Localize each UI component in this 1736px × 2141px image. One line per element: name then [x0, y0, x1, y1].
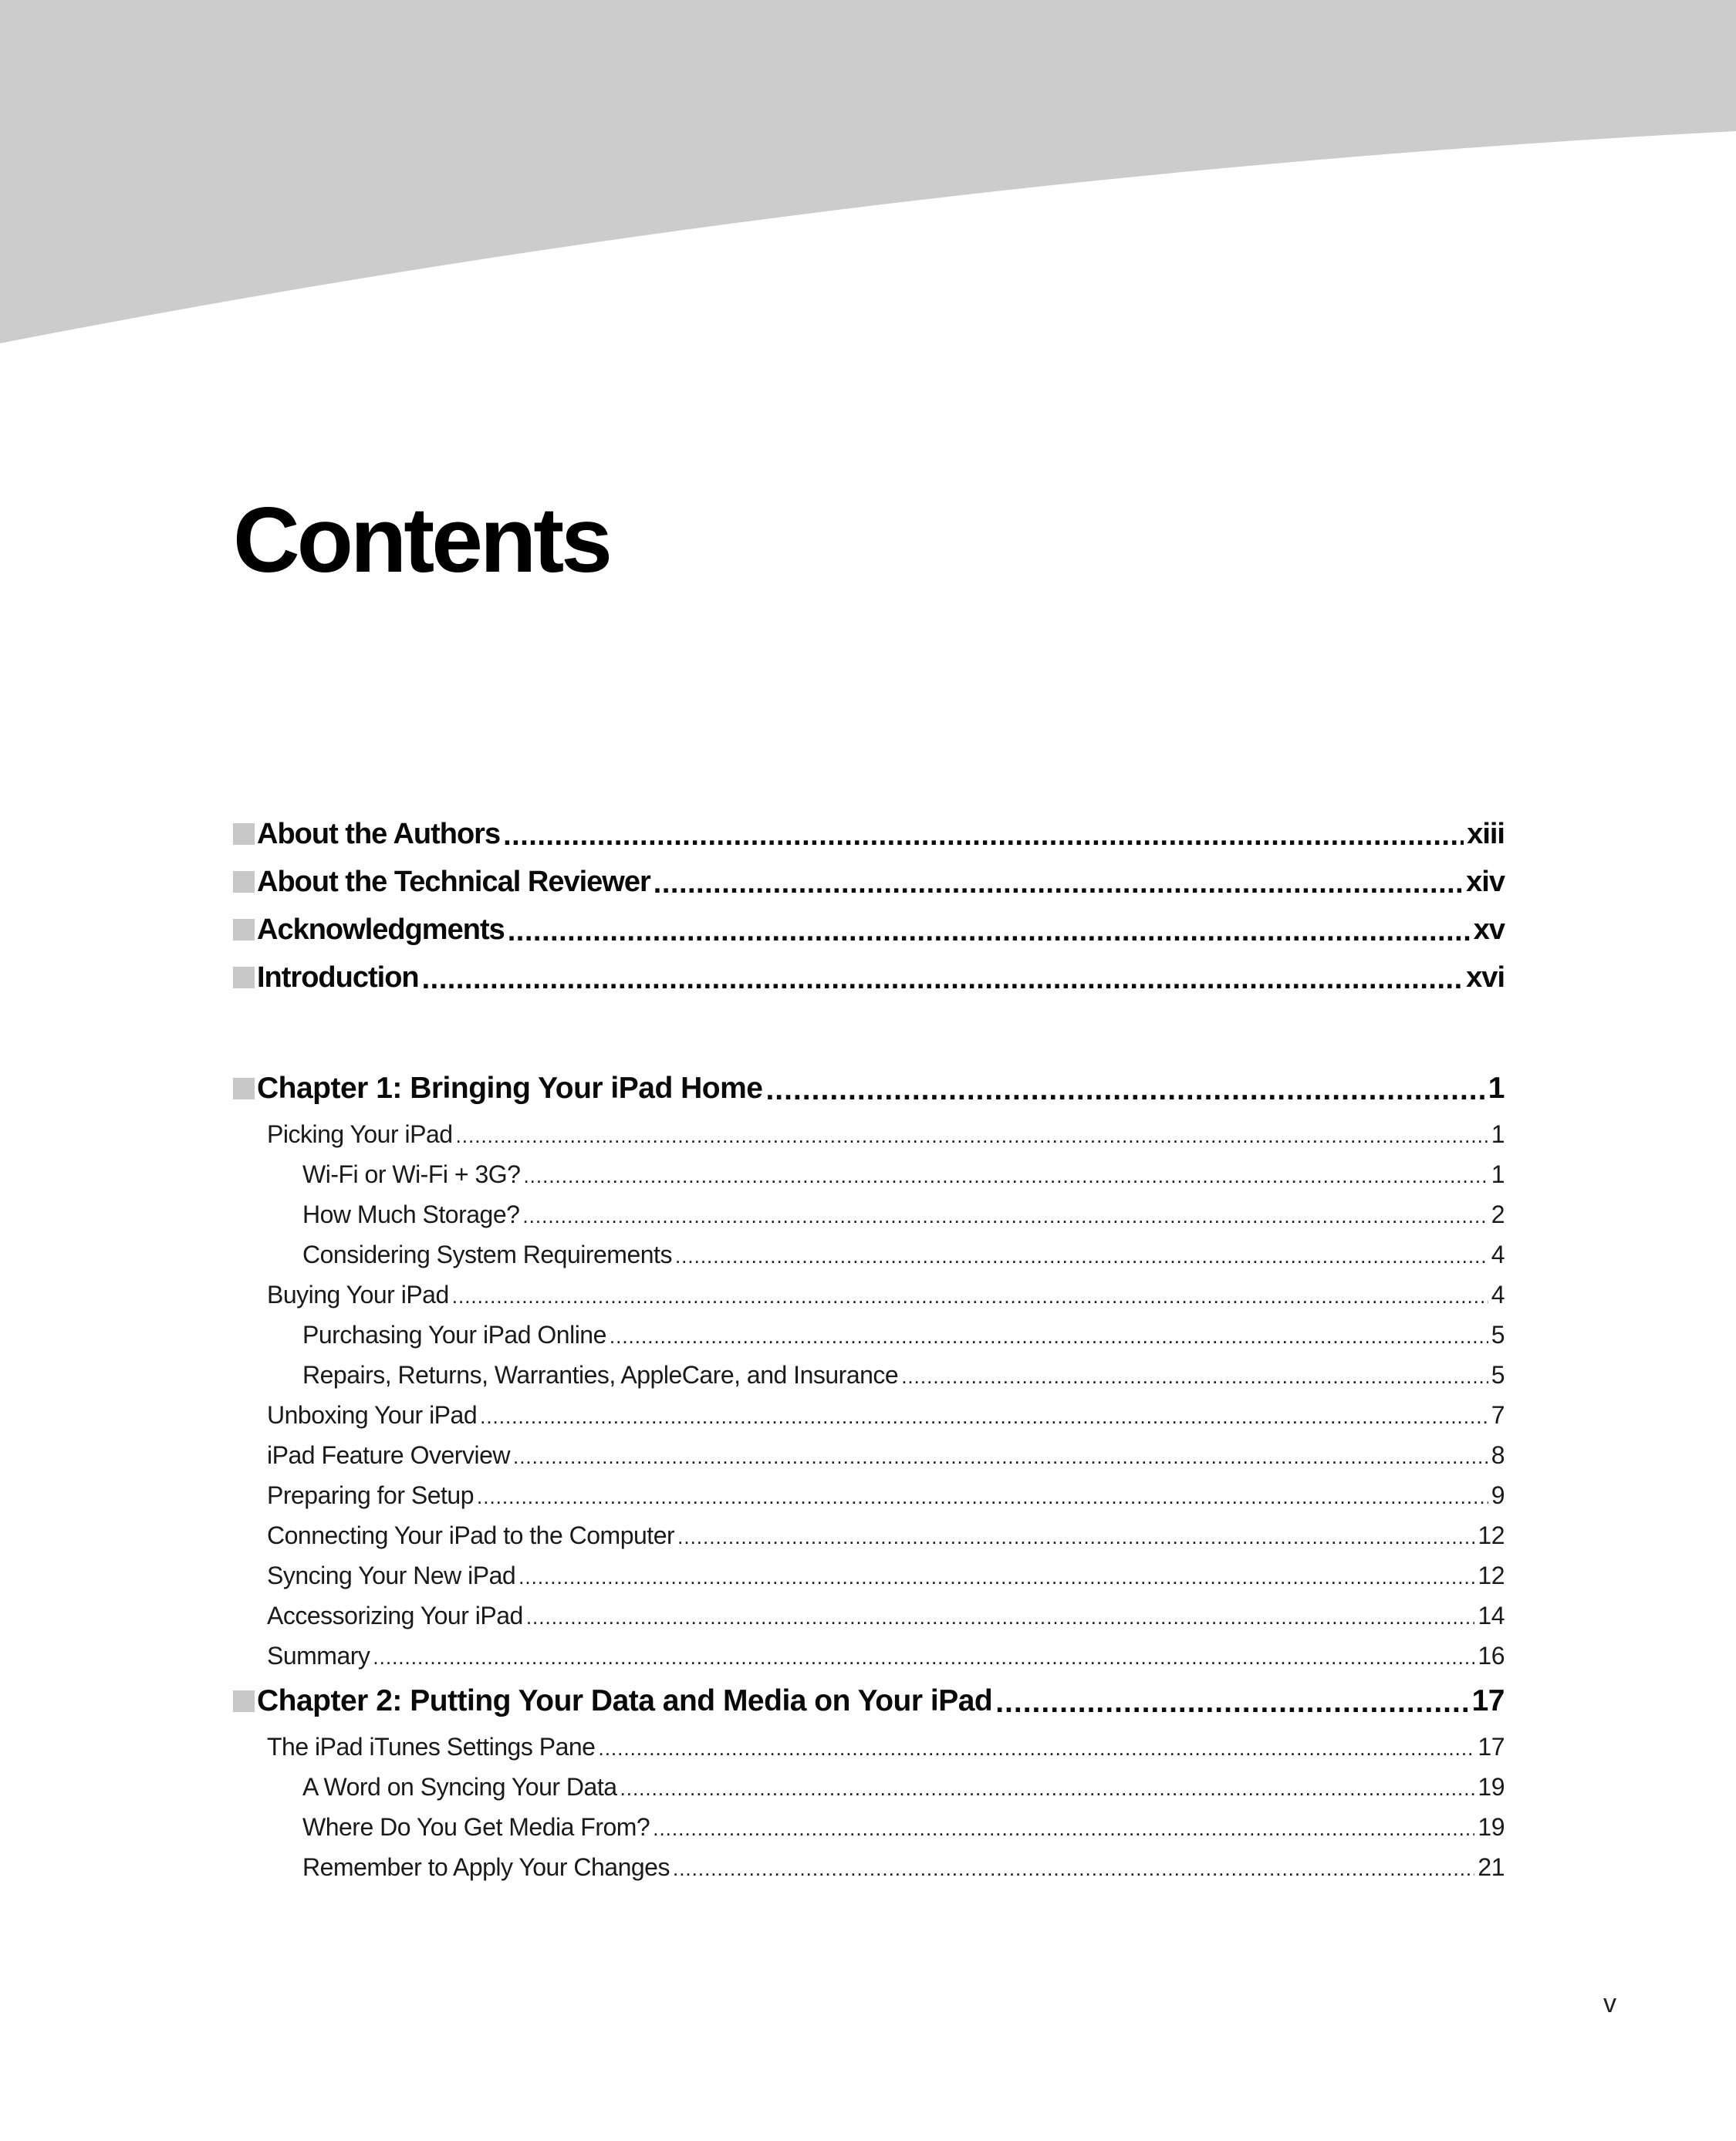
entry-page: 21 [1478, 1852, 1505, 1881]
toc-entry[interactable] [233, 1475, 1505, 1515]
entry-label: Syncing Your New iPad [267, 1561, 516, 1589]
entry-label: Repairs, Returns, Warranties, AppleCare, and Insurance [302, 1360, 899, 1389]
dot-leader [522, 1204, 1488, 1228]
entry-marker-icon [233, 919, 255, 940]
entry-label: Purchasing Your iPad Online [302, 1320, 606, 1349]
entry-label: Remember to Apply Your Changes [302, 1852, 670, 1881]
dot-leader [518, 1565, 1474, 1589]
dot-leader [503, 819, 1464, 853]
chapter-label: Chapter 2: Putting Your Data and Media on Your iPad [257, 1684, 993, 1717]
toc-entry-acknowledgments[interactable] [233, 906, 1505, 954]
toc-chapter-1[interactable] [233, 1063, 1505, 1114]
toc-entry[interactable] [233, 1767, 1505, 1807]
dot-leader [677, 1525, 1474, 1549]
page-number: v [1603, 1989, 1616, 2018]
entry-marker-icon [233, 967, 255, 988]
toc-entry[interactable] [233, 1555, 1505, 1596]
entry-page: 12 [1478, 1561, 1505, 1589]
entry-label: Preparing for Setup [267, 1481, 474, 1509]
entry-page: 8 [1491, 1440, 1505, 1469]
dot-leader [901, 1365, 1488, 1389]
entry-label: Picking Your iPad [267, 1119, 453, 1148]
entry-page: xiii [1467, 817, 1505, 850]
entry-label: A Word on Syncing Your Data [302, 1772, 617, 1801]
dot-leader [373, 1646, 1474, 1670]
dot-leader [653, 1817, 1474, 1841]
entry-label: Wi-Fi or Wi-Fi + 3G? [302, 1160, 521, 1188]
dot-leader [673, 1857, 1474, 1881]
entry-label: Summary [267, 1641, 370, 1670]
entry-label: Unboxing Your iPad [267, 1400, 478, 1429]
entry-label: How Much Storage? [302, 1200, 520, 1228]
entry-label: About the Technical Reviewer [257, 865, 650, 898]
entry-page: xvi [1466, 961, 1505, 994]
toc-entry[interactable] [233, 1807, 1505, 1847]
entry-label: Considering System Requirements [302, 1240, 672, 1268]
toc-chapter-2[interactable] [233, 1676, 1505, 1727]
toc-entry[interactable] [233, 1234, 1505, 1275]
toc-entry[interactable] [233, 1114, 1505, 1154]
toc-entry[interactable] [233, 1395, 1505, 1435]
dot-leader [513, 1445, 1488, 1469]
entry-page: 14 [1478, 1601, 1505, 1629]
entry-marker-icon [233, 1690, 255, 1712]
toc-entry[interactable] [233, 1154, 1505, 1194]
toc-entry[interactable] [233, 1847, 1505, 1887]
toc-entry[interactable] [233, 1636, 1505, 1676]
header-curve [0, 0, 1736, 343]
entry-page: 16 [1478, 1641, 1505, 1670]
chapter-page: 1 [1488, 1072, 1505, 1105]
entry-page: xv [1473, 913, 1505, 946]
dot-leader [523, 1164, 1488, 1188]
dot-leader [610, 1325, 1488, 1349]
entry-marker-icon [233, 1078, 255, 1099]
table-of-contents [233, 810, 1505, 1887]
toc-entry-introduction[interactable] [233, 954, 1505, 1001]
entry-page: 4 [1491, 1280, 1505, 1309]
entry-page: 19 [1478, 1772, 1505, 1801]
dot-leader [995, 1686, 1468, 1720]
toc-entry[interactable] [233, 1515, 1505, 1555]
toc-entry[interactable] [233, 1435, 1505, 1475]
entry-page: 4 [1491, 1240, 1505, 1268]
entry-label: The iPad iTunes Settings Pane [267, 1732, 596, 1761]
entry-label: Buying Your iPad [267, 1280, 449, 1309]
toc-entry[interactable] [233, 1194, 1505, 1234]
toc-entry[interactable] [233, 1727, 1505, 1767]
toc-entry[interactable] [233, 1315, 1505, 1355]
dot-leader [456, 1124, 1488, 1148]
entry-page: 1 [1491, 1160, 1505, 1188]
dot-leader [620, 1777, 1475, 1801]
dot-leader [477, 1485, 1488, 1509]
toc-entry-about-reviewer[interactable] [233, 858, 1505, 906]
entry-page: 1 [1491, 1119, 1505, 1148]
entry-page: 7 [1491, 1400, 1505, 1429]
dot-leader [765, 1073, 1484, 1107]
dot-leader [675, 1244, 1488, 1268]
dot-leader [422, 963, 1464, 996]
entry-label: Connecting Your iPad to the Computer [267, 1521, 675, 1549]
entry-marker-icon [233, 823, 255, 845]
chapter-page: 17 [1471, 1684, 1505, 1717]
dot-leader [452, 1285, 1488, 1309]
entry-page: 5 [1491, 1320, 1505, 1349]
entry-label: iPad Feature Overview [267, 1440, 510, 1469]
dot-leader [598, 1737, 1474, 1761]
entry-label: Where Do You Get Media From? [302, 1812, 650, 1841]
dot-leader [526, 1606, 1475, 1629]
entry-page: xiv [1466, 865, 1505, 898]
entry-label: About the Authors [257, 817, 501, 850]
dot-leader [654, 867, 1463, 900]
entry-page: 9 [1491, 1481, 1505, 1509]
entry-page: 5 [1491, 1360, 1505, 1389]
dot-leader [480, 1405, 1488, 1429]
entry-page: 17 [1478, 1732, 1505, 1761]
entry-marker-icon [233, 871, 255, 893]
dot-leader [508, 915, 1471, 948]
toc-entry[interactable] [233, 1596, 1505, 1636]
entry-label: Introduction [257, 961, 419, 994]
toc-entry-about-authors[interactable] [233, 810, 1505, 858]
toc-entry[interactable] [233, 1355, 1505, 1395]
entry-label: Accessorizing Your iPad [267, 1601, 523, 1629]
entry-page: 2 [1491, 1200, 1505, 1228]
chapter-label: Chapter 1: Bringing Your iPad Home [257, 1072, 763, 1105]
entry-label: Acknowledgments [257, 913, 505, 946]
toc-entry[interactable] [233, 1275, 1505, 1315]
header-band [0, 0, 1736, 355]
entry-page: 12 [1478, 1521, 1505, 1549]
section-spacer [233, 1001, 1505, 1063]
entry-page: 19 [1478, 1812, 1505, 1841]
page-title: Contents [233, 488, 610, 592]
